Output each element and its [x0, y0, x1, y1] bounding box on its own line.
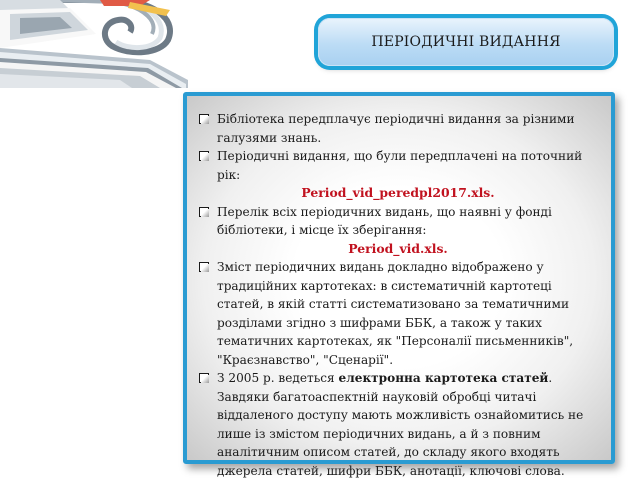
list-item	[195, 258, 601, 369]
checkbox-bullet-icon	[199, 262, 209, 272]
checkbox-bullet-icon	[199, 207, 209, 217]
list-item-text-pre: З 2005 р. ведеться	[217, 371, 339, 385]
list-item-text: Зміст періодичних видань докладно відображено у традиційних картотеках: в систематичній картотеці статей, в якій статті систематизовано за тематичними розділами згідно з шифрами ББК, а також у таких тематичних картотеках, як "Персоналії письменників", "Краєзнавство", "Сценарії".	[217, 260, 574, 367]
list-item-text: Періодичні видання, що були передплачені на поточний рік:	[217, 149, 583, 182]
checkbox-bullet-icon	[199, 114, 209, 124]
content-card	[183, 92, 615, 478]
list-item	[195, 110, 601, 147]
list-item-text: Перелік всіх періодичних видань, що наявні у фонді бібліотеки, і місце їх зберігання:	[217, 204, 552, 237]
bullet-list	[195, 110, 601, 480]
list-item-text-post: . Завдяки багатоаспектній науковій обробці читачі віддаленого доступу мають можливість ознайомитись не лише із змістом періодичних видань, а й з повним аналітичним описом статей, до складу якого входять джерела статей, шифри ББК, анотації, ключові слова.	[217, 371, 584, 478]
magazine-stack-image	[0, 0, 190, 88]
file-link-peredpl[interactable]: Period_vid_peredpl2017.xls.	[301, 185, 495, 200]
slide-title-box	[318, 18, 614, 66]
slide-title: ПЕРІОДИЧНІ ВИДАННЯ	[371, 34, 561, 50]
list-item	[195, 147, 601, 203]
file-link-period-vid[interactable]: Period_vid.xls.	[348, 240, 448, 256]
list-item-text: Бібліотека передплачує періодичні видання за різними галузями знань.	[217, 112, 575, 145]
list-item	[195, 369, 601, 480]
list-item	[195, 203, 601, 259]
checkbox-bullet-icon	[199, 151, 209, 161]
checkbox-bullet-icon	[199, 373, 209, 383]
list-item-text-bold: електронна картотека статей	[338, 371, 549, 385]
